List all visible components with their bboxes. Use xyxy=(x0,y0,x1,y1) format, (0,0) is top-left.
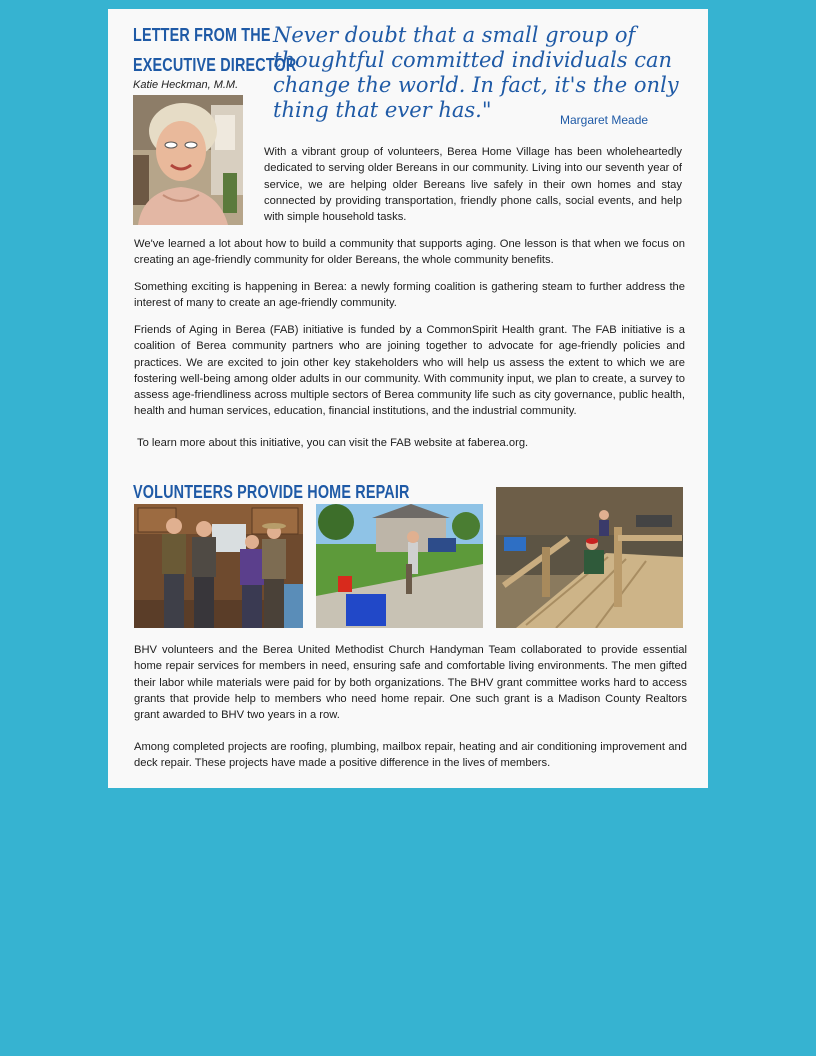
letter-paragraph-3: Something exciting is happening in Berea: a newly forming coalition is gathering steam to further address the interest of many to create an age-friendly community. xyxy=(134,281,685,310)
mailbox-repair-photo xyxy=(316,504,483,628)
volunteers-paragraph-1: BHV volunteers and the Berea United Methodist Church Handyman Team collaborated to provide essential home repair services for members in need, ensuring safe and comfortable living environments. The men gifted their labor while materials were paid for by both organizations. The BHV grant committee works hard to access grants that provide help to members who need home repair. One such grant is a Madison County Realtors grant awarded to BHV two years in a row. xyxy=(134,644,687,722)
letter-paragraph-5: To learn more about this initiative, you can visit the FAB website at faberea.org. xyxy=(137,437,529,449)
author-name: Katie Heckman, M.M. xyxy=(133,79,239,91)
volunteers-heading: VOLUNTEERS PROVIDE HOME REPAIR xyxy=(133,482,410,502)
letter-paragraph-2: We've learned a lot about how to build a community that supports aging. One lesson is that when we focus on creating an age-friendly community for older Bereans, the whole community benefits. xyxy=(134,238,685,267)
letter-heading-line1: LETTER FROM THE xyxy=(133,25,271,45)
deck-repair-photo xyxy=(496,487,683,628)
letter-paragraph-4: Friends of Aging in Berea (FAB) initiative is funded by a CommonSpirit Health grant. The FAB initiative is a coalition of Berea community partners who are joining together to advocate for age-friendly policies and practices. We are excited to join other key stakeholders who will help us assess the extent to which we are fostering well-being among older adults in our community. With community input, we plan to create, a survey to assess age-friendliness across multiple sectors of Berea community life such as city governance, public health, health and human services, education, financial institutions, and the industrial community. xyxy=(134,324,685,418)
director-portrait xyxy=(133,95,243,225)
volunteers-paragraph-2: Among completed projects are roofing, plumbing, mailbox repair, heating and air conditioning improvement and deck repair. These projects have made a positive difference in the lives of members. xyxy=(134,741,687,770)
letter-paragraph-1: With a vibrant group of volunteers, Berea Home Village has been wholeheartedly dedicated to serving older Bereans in our community. Living into our seventh year of service, we are helping older Bereans live safely in their own homes and stay connected by providing transportation, friendly phone calls, social events, and help with simple household tasks. xyxy=(264,146,682,224)
newsletter-page xyxy=(108,9,708,788)
letter-heading-line2: EXECUTIVE DIRECTOR xyxy=(133,55,297,75)
quote-author: Margaret Meade xyxy=(560,113,649,127)
volunteers-group-photo xyxy=(134,504,303,628)
inspirational-quote: Never doubt that a small group of thoughtful committed individuals can change the world. In fact, it's the only thing that ever has." xyxy=(273,23,679,122)
